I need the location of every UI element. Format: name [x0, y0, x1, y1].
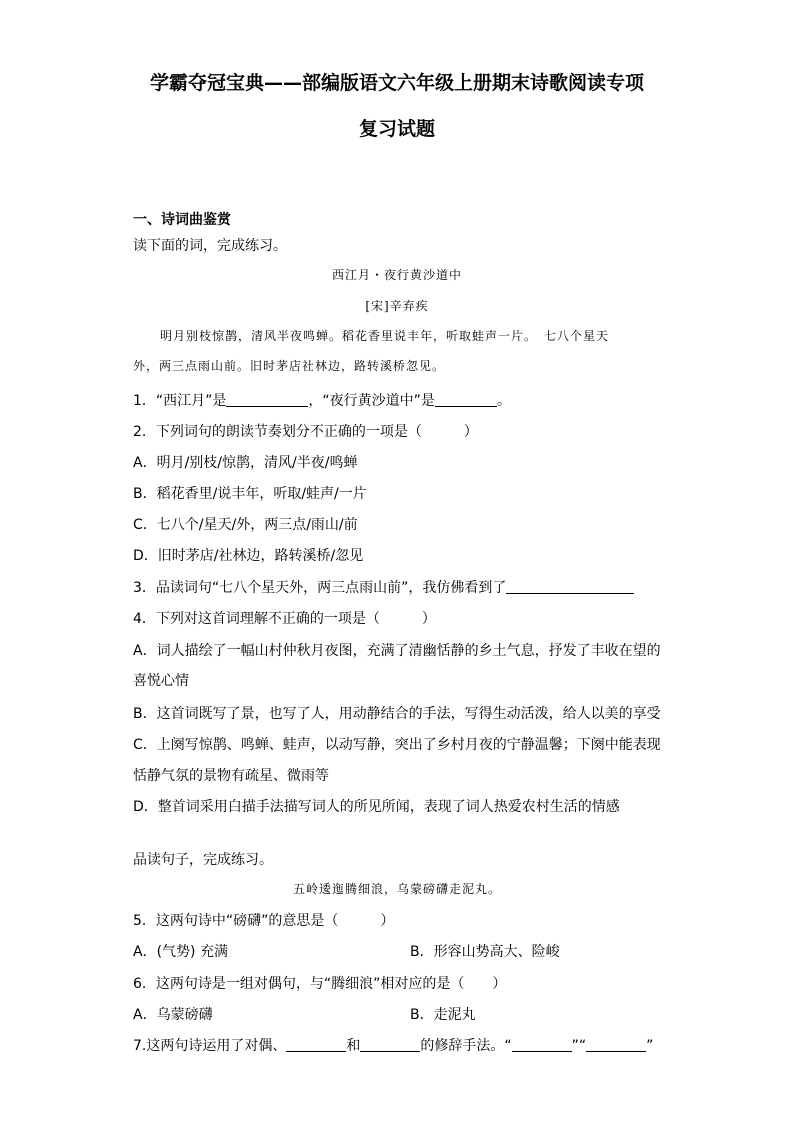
question-6-option-b: B．走泥丸	[410, 1007, 476, 1023]
question-4-option-c-line2: 恬静气氛的景物有疏星、微雨等	[133, 768, 329, 784]
question-1	[133, 390, 511, 410]
verse-couplet: 五岭逶迤腾细浪，乌蒙磅礴走泥丸。	[292, 882, 501, 896]
question-4-option-d: D．整首词采用白描手法描写词人的所见所闻，表现了词人热爱农村生活的情感	[133, 799, 620, 815]
question-7-part-b: 和	[346, 1038, 361, 1054]
question-4-option-a-line1: A．词人描绘了一幅山村仲秋月夜图，充满了清幽恬静的乡土气息，抒发了丰收在望的	[133, 643, 661, 659]
question-1-part-b: ，“夜行黄沙道中”是	[308, 393, 435, 409]
document-title-line2: 复习试题	[358, 118, 435, 140]
question-7-part-a: 7.这两句诗运用了对偶、	[133, 1038, 287, 1054]
question-3-stem: 3．品读词句“七八个星天外，两三点雨山前”，我仿佛看到了	[133, 580, 507, 596]
question-2-option-c: C．七八个/星天/外，两三点/雨山/前	[133, 517, 358, 533]
question-1-part-a: 1．“西江月”是	[133, 393, 227, 409]
question-2-stem: 2．下列词句的朗读节奏划分不正确的一项是（ ）	[133, 424, 478, 440]
question-2-option-b: B．稻花香里/说丰年，听取/蛙声/一片	[133, 486, 367, 502]
question-3	[133, 577, 634, 597]
question-7	[133, 1035, 653, 1055]
poem-text-line1: 明月别枝惊鹊，清风半夜鸣蝉。稻花香里说丰年，听取蛙声一片。 七八个星天	[160, 329, 610, 343]
question-4-option-a-line2: 喜悦心情	[133, 673, 189, 689]
question-6-option-a: A．乌蒙磅礴	[133, 1007, 213, 1023]
answer-blank[interactable]	[506, 579, 634, 594]
answer-blank[interactable]	[286, 1037, 346, 1052]
answer-blank[interactable]	[360, 1037, 420, 1052]
question-7-part-d: ”“	[571, 1038, 587, 1054]
poem-title: 西江月・夜行黄沙道中	[331, 268, 462, 282]
answer-blank[interactable]	[226, 392, 308, 407]
question-5-option-a: A．(气势) 充满	[133, 944, 228, 960]
question-2-option-d: D．旧时茅店/社林边，路转溪桥/忽见	[133, 548, 364, 564]
question-7-part-e: ”	[646, 1038, 654, 1054]
question-5-option-b: B．形容山势高大、险峻	[410, 944, 560, 960]
section-instruction: 读下面的词，完成练习。	[133, 238, 287, 254]
question-6-stem: 6．这两句诗是一组对偶句，与“腾细浪”相对应的是（ ）	[133, 976, 507, 992]
question-5-stem: 5．这两句诗中“磅礴”的意思是（ ）	[133, 913, 395, 929]
question-1-part-c: 。	[496, 393, 511, 409]
answer-blank[interactable]	[435, 392, 497, 407]
question-4-stem: 4．下列对这首词理解不正确的一项是（ ）	[133, 611, 436, 627]
section-2-instruction: 品读句子，完成练习。	[133, 852, 273, 868]
answer-blank[interactable]	[512, 1037, 572, 1052]
answer-blank[interactable]	[586, 1037, 646, 1052]
section-heading: 一、诗词曲鉴赏	[133, 212, 231, 228]
question-4-option-b: B．这首词既写了景，也写了人，用动静结合的手法，写得生动活泼，给人以美的享受	[133, 706, 661, 722]
poem-author: [宋]辛弃疾	[365, 299, 429, 313]
poem-text-line2: 外，两三点雨山前。旧时茅店社林边，路转溪桥忽见。	[133, 359, 446, 373]
question-4-option-c-line1: C．上阕写惊鹊、鸣蝉、蛙声，以动写静，突出了乡村月夜的宁静温馨；下阕中能表现	[133, 737, 661, 753]
document-title-line1: 学霸夺冠宝典——部编版语文六年级上册期末诗歌阅读专项	[149, 72, 644, 94]
question-2-option-a: A．明月/别枝/惊鹊，清风/半夜/鸣蝉	[133, 455, 358, 471]
question-7-part-c: 的修辞手法。“	[420, 1038, 512, 1054]
